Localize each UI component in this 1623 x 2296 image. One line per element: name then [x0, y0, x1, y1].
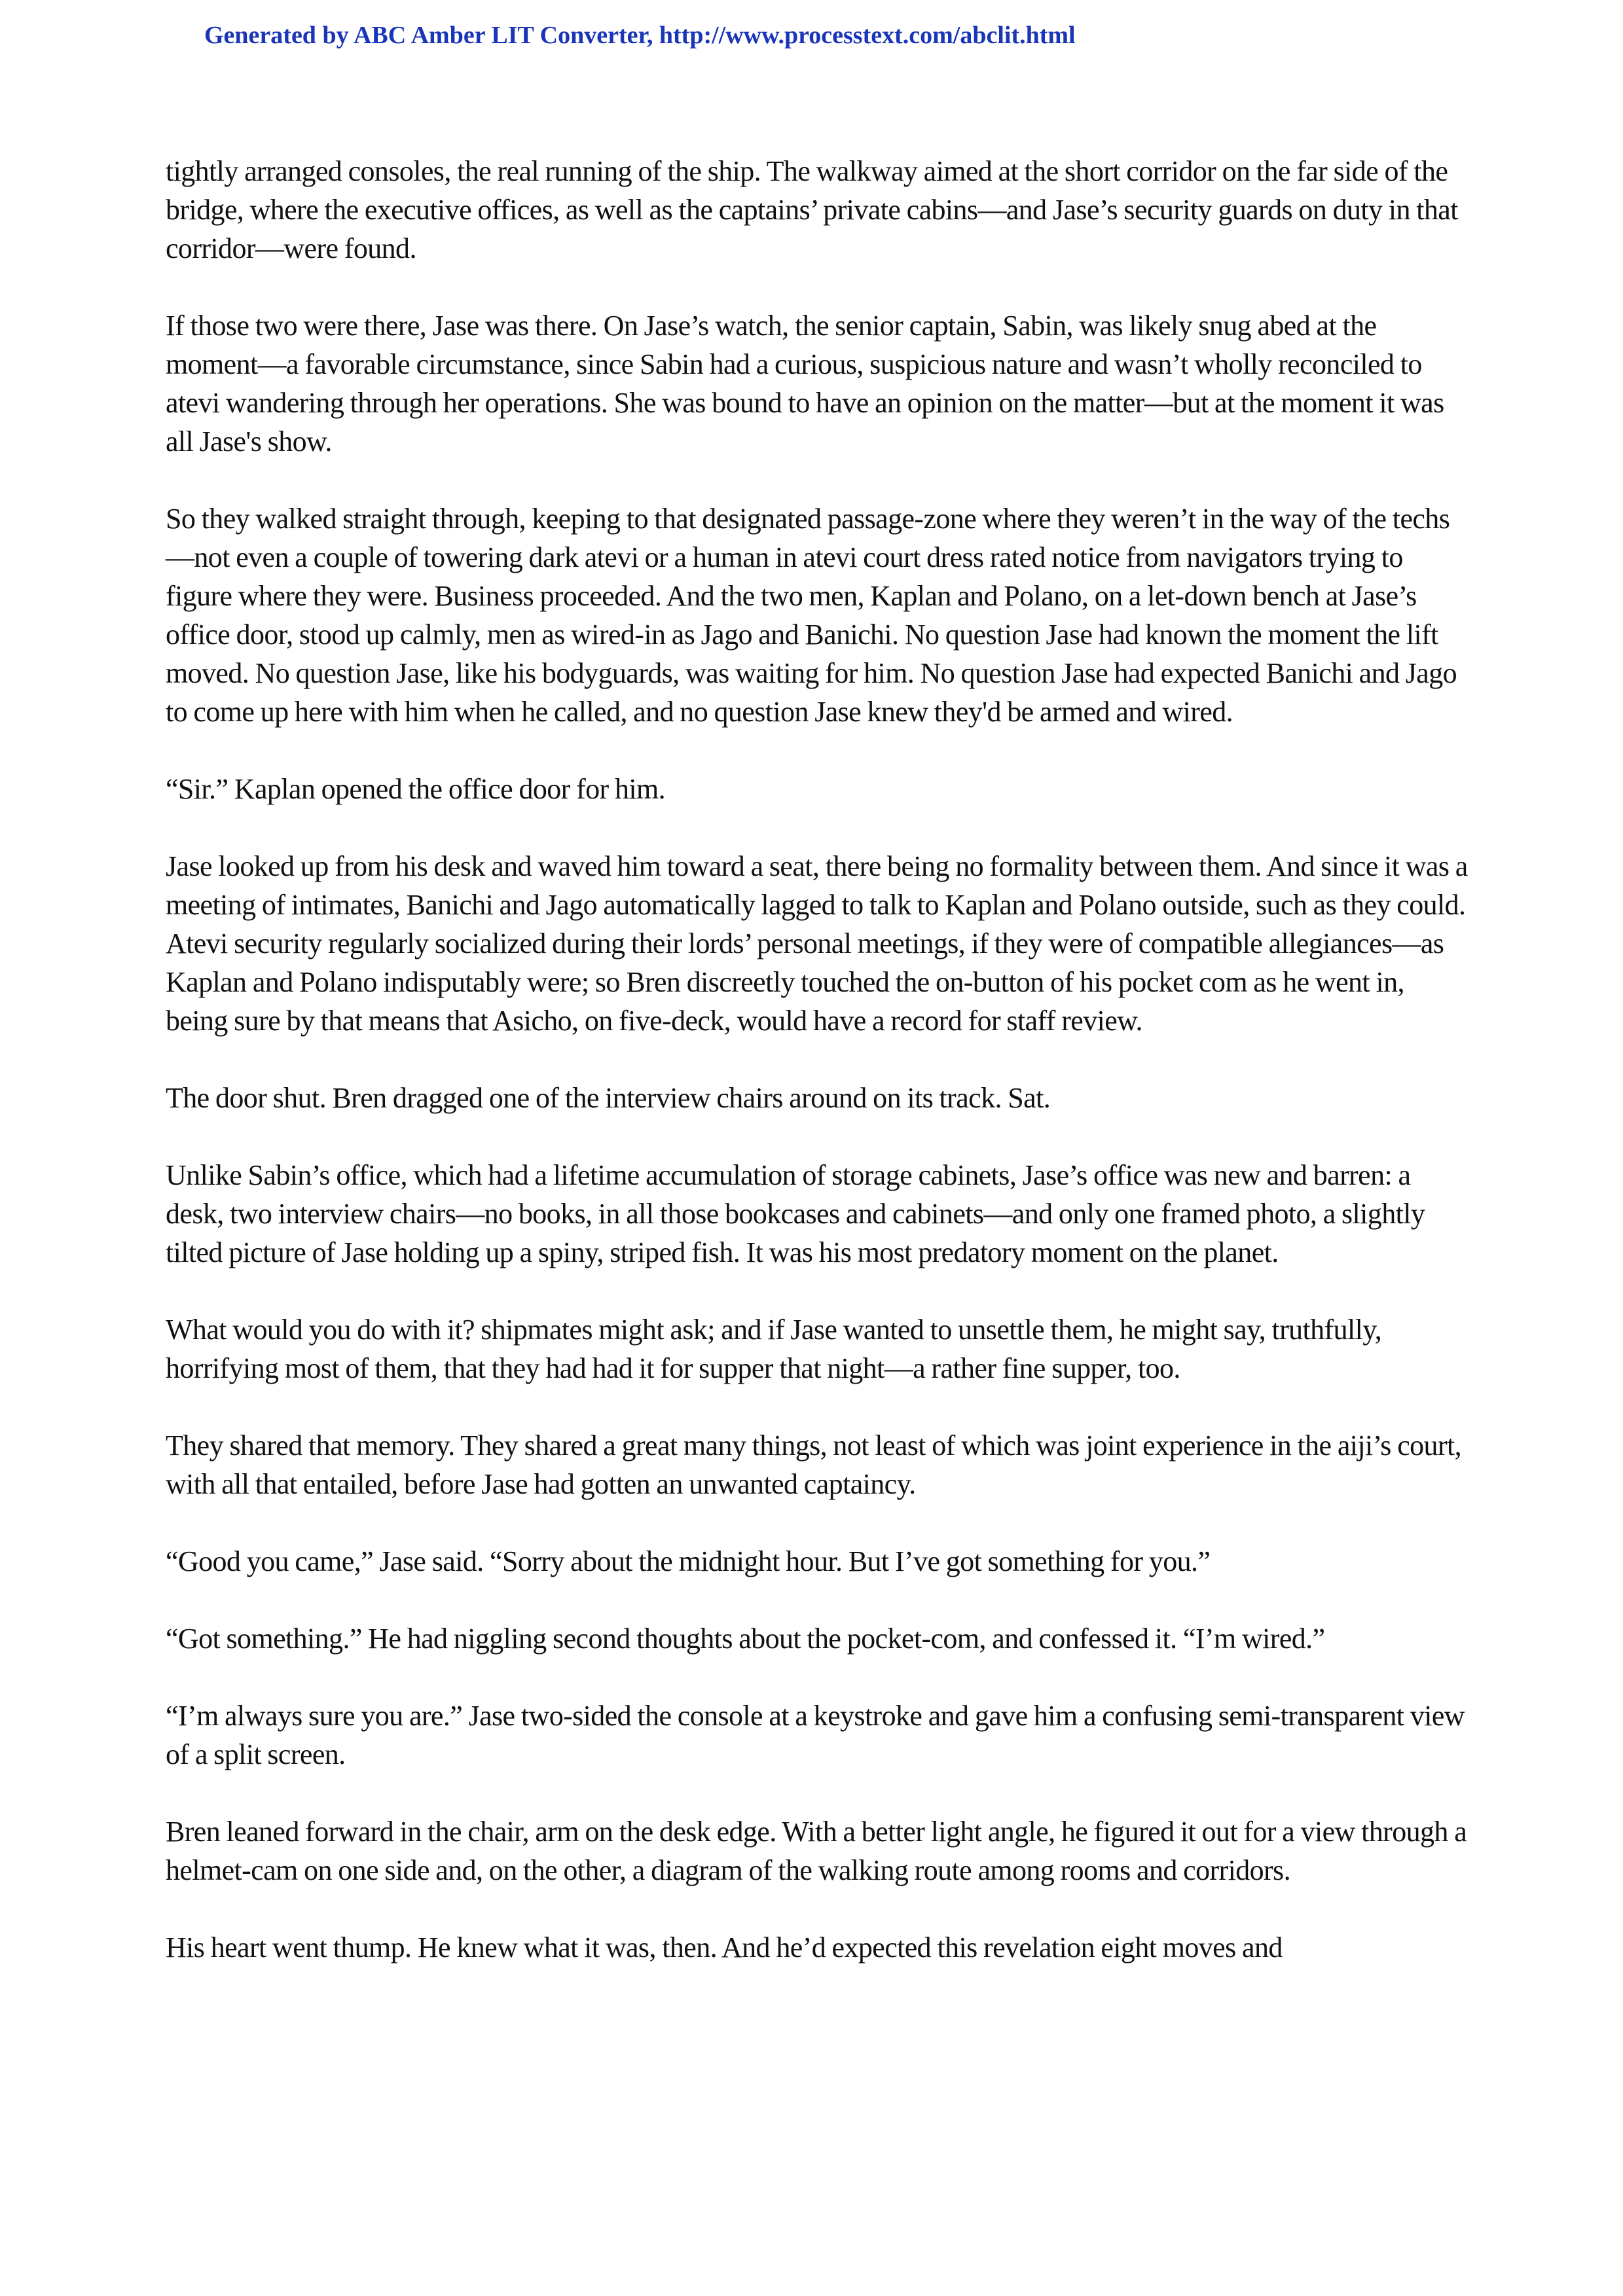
converter-header-link[interactable]: Generated by ABC Amber LIT Converter, http://www.processtext.com/abclit.html [204, 22, 1076, 49]
document-body [166, 152, 1468, 2005]
paragraph: What would you do with it? shipmates might ask; and if Jase wanted to unsettle them, he might say, truthfully, horrifying most of them, that they had had it for supper that night—a rather fine supper, too. [166, 1314, 1382, 1384]
paragraph: His heart went thump. He knew what it was, then. And he’d expected this revelation eight moves and [166, 1931, 1283, 1964]
paragraph: “Sir.” Kaplan opened the office door for him. [166, 773, 666, 805]
paragraph: The door shut. Bren dragged one of the interview chairs around on its track. Sat. [166, 1082, 1051, 1114]
paragraph: Unlike Sabin’s office, which had a lifetime accumulation of storage cabinets, Jase’s office was new and barren: a desk, two interview chairs—no books, in all those bookcases and cabinets—and only one framed photo, a slightly tilted picture of Jase holding up a spiny, striped fish. It was his most predatory moment on the planet. [166, 1159, 1425, 1268]
paragraph: tightly arranged consoles, the real running of the ship. The walkway aimed at the short corridor on the far side of the bridge, where the executive offices, as well as the captains’ private cabins—and Jase’s security guards on duty in that corridor—were found. [166, 155, 1458, 264]
paragraph: “I’m always sure you are.” Jase two-sided the console at a keystroke and gave him a confusing semi-transparent view of a split screen. [166, 1700, 1465, 1770]
paragraph: If those two were there, Jase was there. On Jase’s watch, the senior captain, Sabin, was likely snug abed at the moment—a favorable circumstance, since Sabin had a curious, suspicious nature and wasn’t wholly reconciled to atevi wandering through her operations. She was bound to have an opinion on the matter—but at the moment it was all Jase's show. [166, 310, 1444, 457]
paragraph: Jase looked up from his desk and waved him toward a seat, there being no formality between them. And since it was a meeting of intimates, Banichi and Jago automatically lagged to talk to Kaplan and Polano outside, such as they could. Atevi security regularly socialized during their lords’ personal meetings, if they were of compatible allegiances—as Kaplan and Polano indisputably were; so Bren discreetly touched the on-button of his pocket com as he went in, being sure by that means that Asicho, on five-deck, would have a record for staff review. [166, 850, 1468, 1037]
paragraph: Bren leaned forward in the chair, arm on the desk edge. With a better light angle, he figured it out for a view through a helmet-cam on one side and, on the other, a diagram of the walking route among rooms and corridors. [166, 1816, 1467, 1886]
paragraph: They shared that memory. They shared a great many things, not least of which was joint experience in the aiji’s court, with all that entailed, before Jase had gotten an unwanted captaincy. [166, 1429, 1462, 1500]
paragraph: “Good you came,” Jase said. “Sorry about the midnight hour. But I’ve got something for you.” [166, 1545, 1211, 1577]
paragraph: “Got something.” He had niggling second thoughts about the pocket-com, and confessed it. “I’m wired.” [166, 1623, 1325, 1655]
paragraph: So they walked straight through, keeping to that designated passage-zone where they weren’t in the way of the techs—not even a couple of towering dark atevi or a human in atevi court dress rated notice from navigators trying to figure where they were. Business proceeded. And the two men, Kaplan and Polano, on a let-down bench at Jase’s office door, stood up calmly, men as wired-in as Jago and Banichi. No question Jase had known the moment the lift moved. No question Jase, like his bodyguards, was waiting for him. No question Jase had expected Banichi and Jago to come up here with him when he called, and no question Jase knew they'd be armed and wired. [166, 503, 1457, 728]
